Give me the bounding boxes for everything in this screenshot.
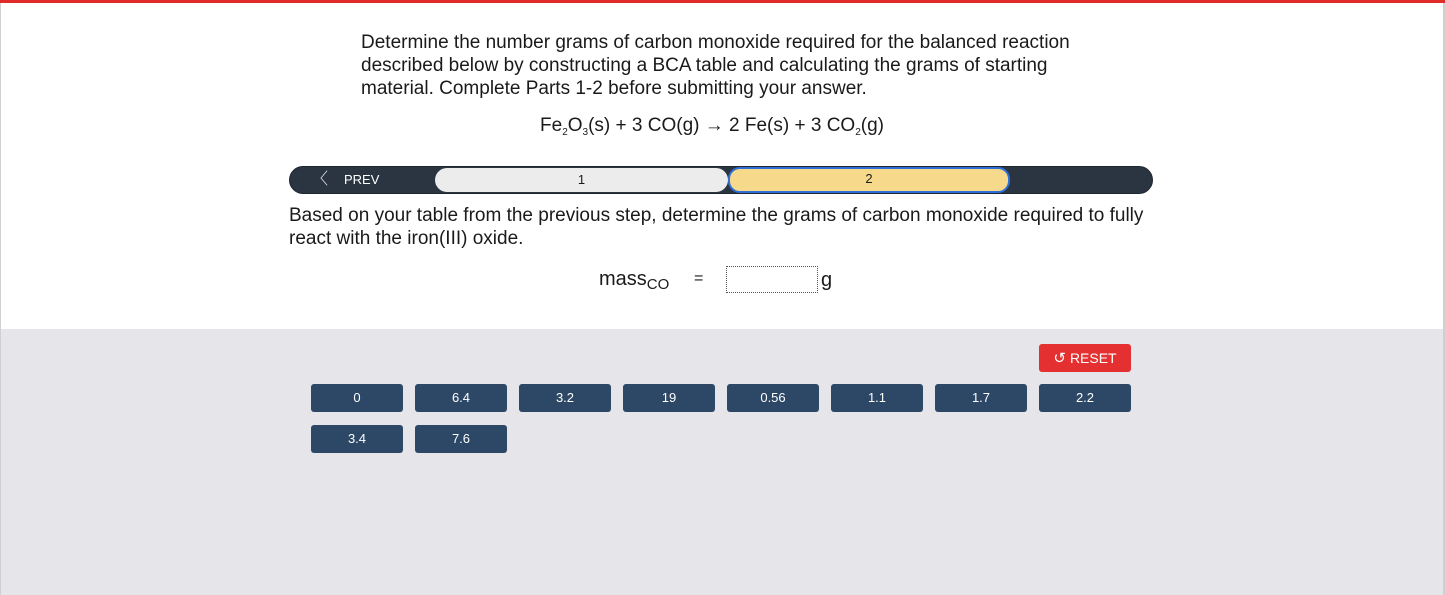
- tile-7[interactable]: 2.2: [1039, 384, 1131, 412]
- tile-4[interactable]: 0.56: [727, 384, 819, 412]
- reset-button[interactable]: [1039, 344, 1131, 372]
- unit-label: g: [821, 269, 833, 291]
- step-instruction: Based on your table from the previous step, determine the grams of carbon monoxide required to fully react with the iron(III) oxide.: [289, 205, 1144, 249]
- eq-sub-fe: 2: [562, 127, 568, 138]
- eq-o: O: [567, 115, 583, 136]
- eq-sub-co2: 2: [855, 127, 861, 138]
- step-tab-2[interactable]: 2: [728, 167, 1010, 193]
- top-accent-border: [0, 0, 1445, 3]
- prev-button[interactable]: [290, 167, 435, 193]
- eq-middle: (s) + 3 CO(g) → 2 Fe(s) + 3 CO: [588, 115, 856, 136]
- step-tab-1[interactable]: 1: [435, 168, 728, 192]
- mass-answer-input[interactable]: [726, 266, 818, 293]
- tile-6[interactable]: 1.7: [935, 384, 1027, 412]
- tile-1[interactable]: 6.4: [415, 384, 507, 412]
- reset-icon: ↺: [1053, 350, 1066, 367]
- tile-5[interactable]: 1.1: [831, 384, 923, 412]
- problem-statement: Determine the number grams of carbon monoxide required for the balanced reaction described below by constructing a BCA table and calculating the grams of starting material. Complete Parts 1-2 before submitting your answer.: [361, 32, 1070, 99]
- eq-fe: Fe: [540, 115, 563, 136]
- tile-9[interactable]: 7.6: [415, 425, 507, 453]
- eq-end: (g): [860, 115, 884, 136]
- answer-tile-tray: [1, 329, 1443, 595]
- mass-label: [599, 268, 669, 291]
- prev-button-label: PREV: [344, 172, 380, 187]
- mass-label-text: mass: [599, 268, 647, 290]
- tile-3[interactable]: 19: [623, 384, 715, 412]
- eq-sub-o: 3: [582, 127, 589, 138]
- tile-8[interactable]: 3.4: [311, 425, 403, 453]
- step-navigation-bar: [289, 166, 1153, 194]
- chevron-left-icon: 〈: [312, 171, 329, 188]
- tile-2[interactable]: 3.2: [519, 384, 611, 412]
- tile-0[interactable]: 0: [311, 384, 403, 412]
- mass-label-subscript: CO: [646, 276, 670, 293]
- equals-sign: =: [694, 270, 704, 287]
- reset-button-label: RESET: [1069, 350, 1117, 366]
